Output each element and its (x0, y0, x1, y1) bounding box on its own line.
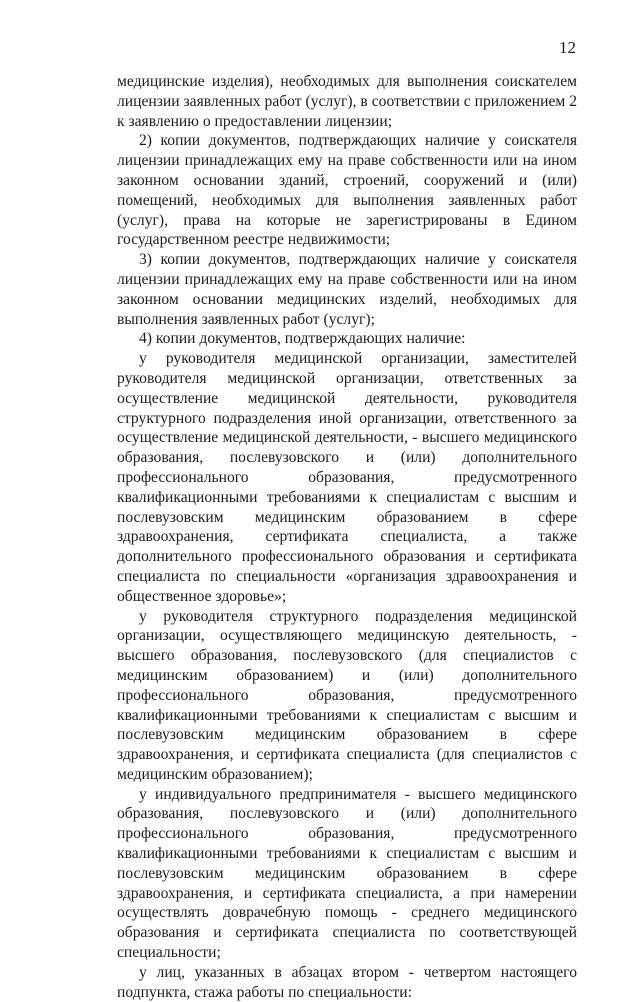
paragraph-item-2-premises: 2) копии документов, подтверждающих наличие у соискателя лицензии принадлежащих ему на праве собственности или на ином законном основании зданий, строений, сооружений и (или) помещений, необходимых для выполнения заявленных работ (услуг), права на которые не зарегистрированы в Едином государственном реестре недвижимости; (117, 132, 577, 249)
paragraph-continuation: медицинские изделия), необходимых для выполнения соискателем лицензии заявленных работ (услуг), в соответствии с приложением 2 к заявлению о предоставлении лицензии; (117, 73, 577, 130)
page-number: 12 (559, 38, 576, 57)
paragraph-item-3-medical-devices: 3) копии документов, подтверждающих наличие у соискателя лицензии принадлежащих ему на праве собственности или на ином законном основании медицинских изделий, необходимых для выполнения заявленных работ (услуг); (117, 251, 577, 328)
paragraph-head-of-subdivision: у руководителя структурного подразделения медицинской организации, осуществляющего медицинскую деятельность, - высшего образования, послевузовского (для специалистов с медицинским образованием) и (или) дополнительного профессионального образования, предусмотренного квалификационными требованиями к специалистам с высшим и послевузовским медицинским образованием в сфере здравоохранения, и сертификата специалиста (для специалистов с медицинским образованием); (117, 607, 577, 783)
document-body (117, 72, 577, 1002)
paragraph-item-4-intro: 4) копии документов, подтверждающих наличие: (139, 330, 466, 348)
paragraph-work-experience: у лиц, указанных в абзацах втором - четвертом настоящего подпункта, стажа работы по специальности: (117, 963, 577, 1001)
paragraph-individual-entrepreneur: у индивидуального предпринимателя - высшего медицинского образования, послевузовского и (или) дополнительного профессионального образования, предусмотренного квалификационными требованиями к специалистам с высшим и послевузовским медицинским образованием в сфере здравоохранения, и сертификата специалиста, а при намерении осуществлять доврачебную помощь - среднего медицинского образования и сертификата специалиста по соответствующей специальности; (117, 785, 577, 962)
paragraph-head-of-organization: у руководителя медицинской организации, заместителей руководителя медицинской организации, ответственных за осуществление медицинской деятельности, руководителя структурного подразделения иной организации, ответственного за осуществление медицинской деятельности, - высшего медицинского образования, послевузовского и (или) дополнительного профессионального образования, предусмотренного квалификационными требованиями к специалистам с высшим и послевузовским медицинским образованием в сфере здравоохранения, сертификата специалиста, а также дополнительного профессионального образования и сертификата специалиста по специальности «организация здравоохранения и общественное здоровье»; (117, 350, 577, 605)
